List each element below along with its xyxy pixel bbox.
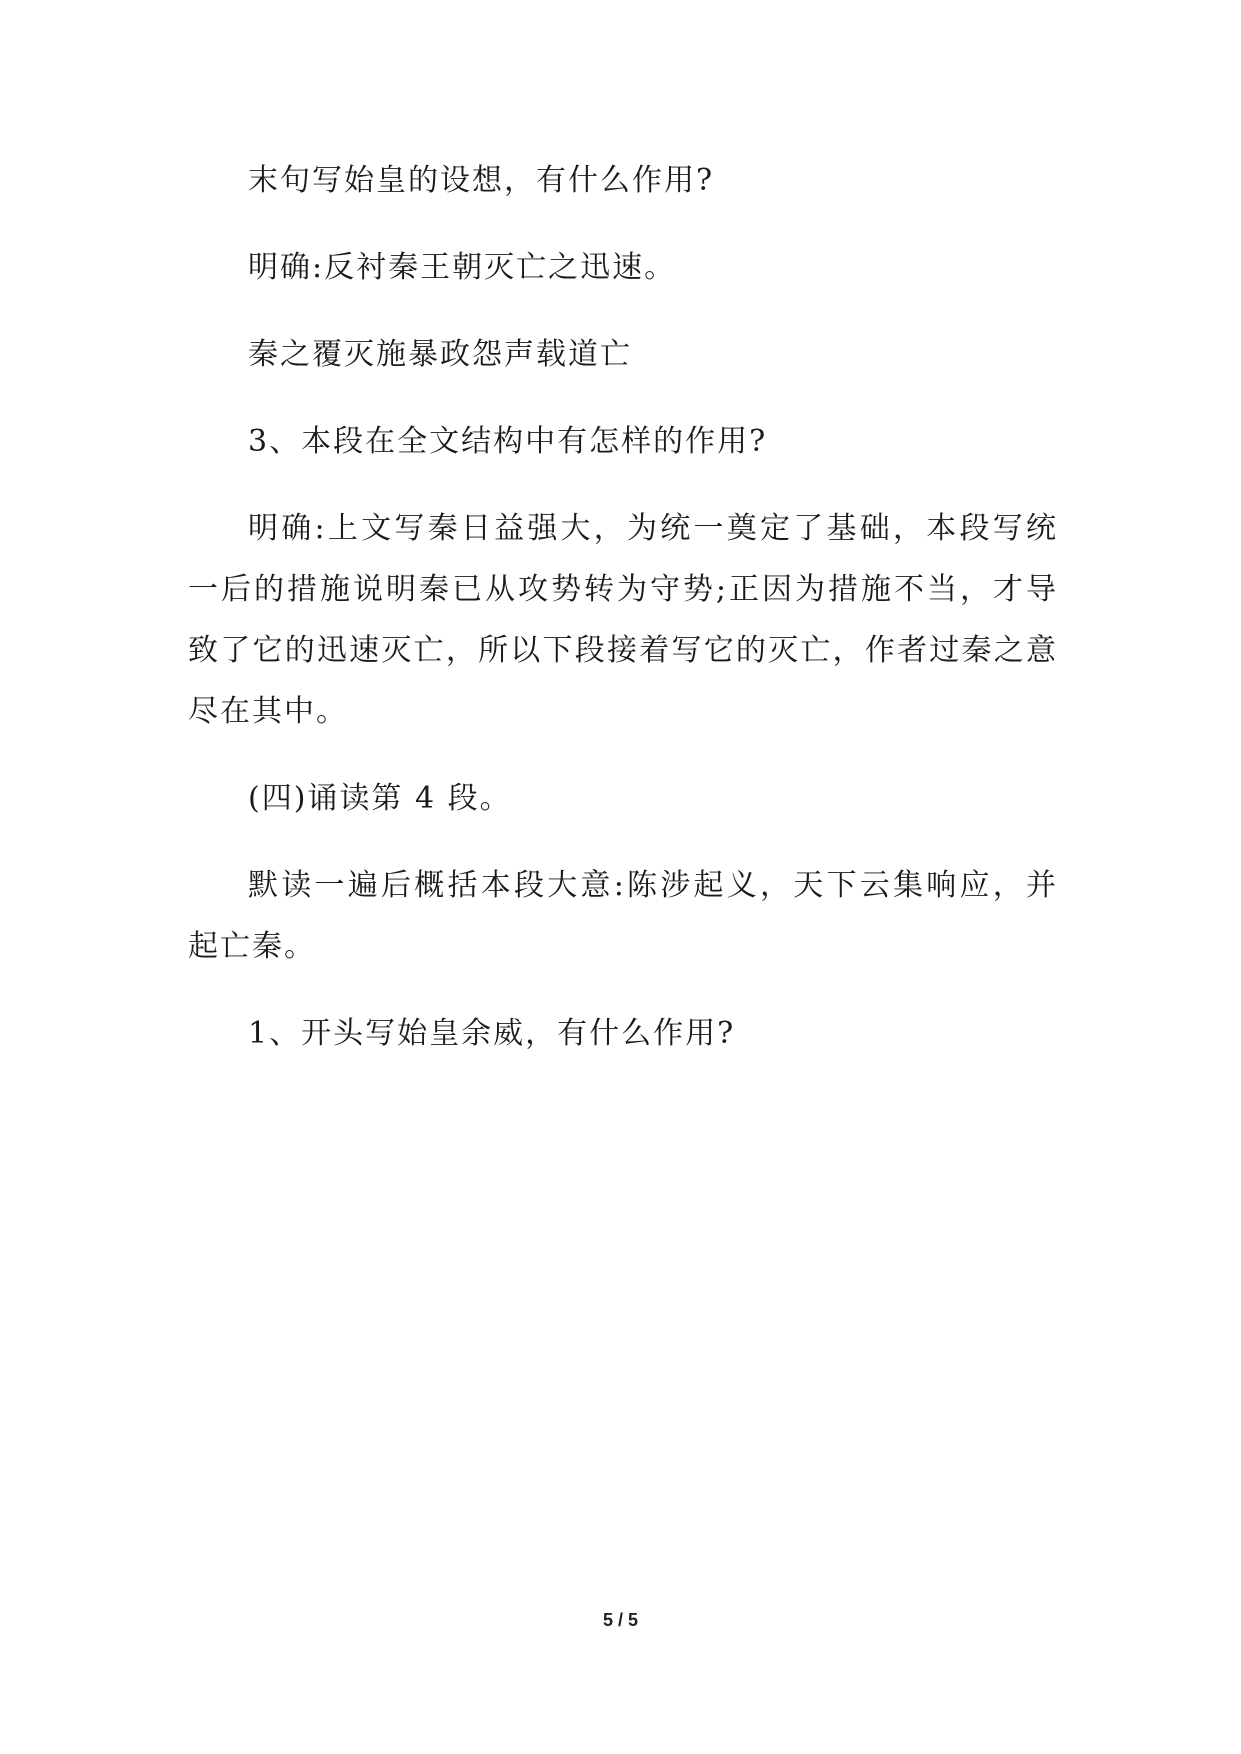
paragraph-section-four-heading: (四)诵读第 4 段。 (248, 781, 512, 816)
paragraph-question-final-sentence: 末句写始皇的设想，有什么作用? (248, 163, 715, 198)
paragraph-answer-structure: 明确:上文写秦日益强大，为统一奠定了基础，本段写统一后的措施说明秦已从攻势转为守势;正因为措施不当，才导致了它的迅速灭亡，所以下段接着写它的灭亡，作者过秦之意尽在其中。 (188, 511, 1058, 729)
paragraph-question-opening: 1、开头写始皇余威，有什么作用? (248, 1016, 736, 1051)
body-text (188, 150, 1058, 1090)
paragraph-answer-contrast: 明确:反衬秦王朝灭亡之迅速。 (248, 250, 677, 285)
paragraph-question-structure: 3、本段在全文结构中有怎样的作用? (248, 424, 768, 459)
paragraph-summary-qin-fall: 秦之覆灭施暴政怨声载道亡 (248, 337, 632, 372)
paragraph-section-four-summary: 默读一遍后概括本段大意:陈涉起义，天下云集响应，并起亡秦。 (188, 868, 1058, 964)
page-number: 5 / 5 (602, 1610, 639, 1630)
